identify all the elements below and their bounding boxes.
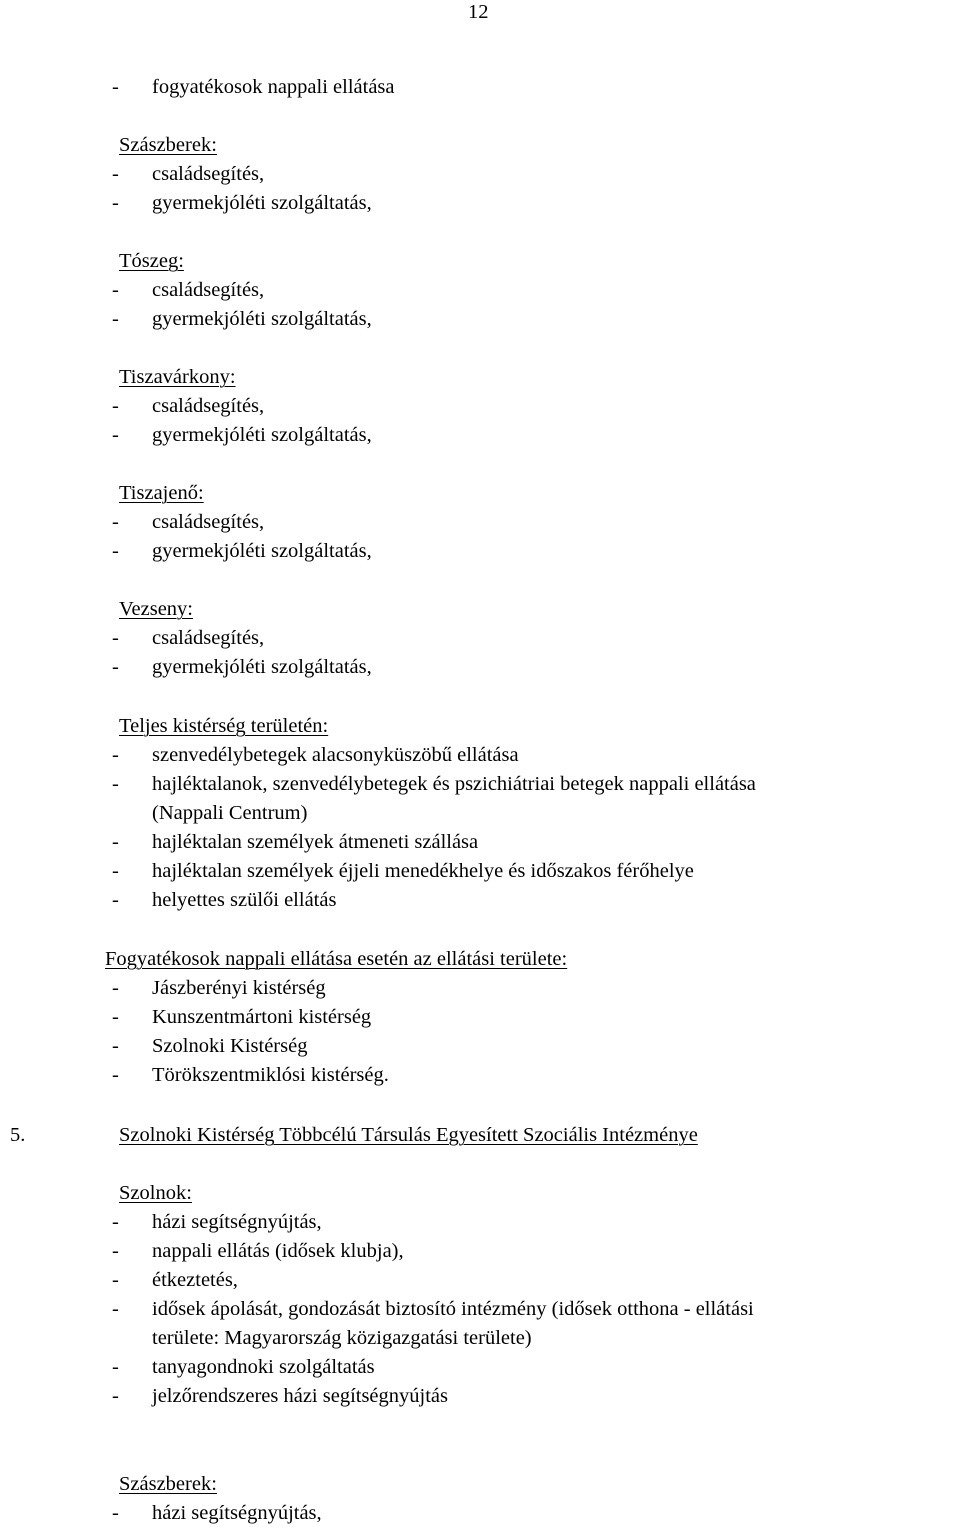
dash: - [112,889,119,911]
dash: - [112,860,119,882]
dash: - [112,76,119,98]
settlement-heading: Tószeg: [119,250,184,272]
item-text: hajléktalan személyek éjjeli menedékhelye és időszakos férőhelye [152,860,694,882]
dash: - [112,1211,119,1233]
item-text: családsegítés, [152,279,265,301]
dash: - [112,1035,119,1057]
item-text: gyermekjóléti szolgáltatás, [152,192,372,214]
dash: - [112,395,119,417]
dash: - [112,627,119,649]
dash: - [112,1269,119,1291]
item-text: családsegítés, [152,511,265,533]
dash: - [112,511,119,533]
dash: - [112,773,119,795]
item-text: Jászberényi kistérség [152,977,326,999]
item-text: családsegítés, [152,395,265,417]
item-text: jelzőrendszeres házi segítségnyújtás [152,1385,448,1407]
item-text: házi segítségnyújtás, [152,1211,322,1233]
item-text: idősek ápolását, gondozását biztosító intézmény (idősek otthona - ellátási [152,1298,754,1320]
item-text: Kunszentmártoni kistérség [152,1006,372,1028]
settlement-heading: Szászberek: [119,1473,217,1495]
list-item-continuation: (Nappali Centrum) [152,802,308,824]
dash: - [112,1006,119,1028]
settlement-heading: Tiszajenő: [119,482,204,504]
item-text: családsegítés, [152,627,265,649]
item-text: családsegítés, [152,163,265,185]
dash: - [112,1502,119,1524]
dash: - [112,831,119,853]
dash: - [112,977,119,999]
section-title: Szolnoki Kistérség Többcélú Társulás Egyesített Szociális Intézménye [119,1124,698,1146]
dash: - [112,1356,119,1378]
item-text: helyettes szülői ellátás [152,889,337,911]
settlement-heading: Szászberek: [119,134,217,156]
item-text: gyermekjóléti szolgáltatás, [152,540,372,562]
item-text: nappali ellátás (idősek klubja), [152,1240,404,1262]
dash: - [112,1240,119,1262]
dash: - [112,656,119,678]
item-text: Törökszentmiklósi kistérség. [152,1064,389,1086]
item-text: házi segítségnyújtás, [152,1502,322,1524]
dash: - [112,192,119,214]
item-text: Szolnoki Kistérség [152,1035,308,1057]
item-text: szenvedélybetegek alacsonyküszöbű ellátása [152,744,519,766]
dash: - [112,163,119,185]
section-heading: Fogyatékosok nappali ellátása esetén az ellátási területe: [105,948,568,970]
settlement-heading: Vezseny: [119,598,194,620]
list-item-continuation: területe: Magyarország közigazgatási területe) [152,1327,532,1349]
item-text: gyermekjóléti szolgáltatás, [152,656,372,678]
item-text: tanyagondnoki szolgáltatás [152,1356,375,1378]
dash: - [112,1064,119,1086]
dash: - [112,540,119,562]
dash: - [112,279,119,301]
dash: - [112,424,119,446]
page-number: 12 [468,1,489,23]
dash: - [112,1298,119,1320]
item-text: gyermekjóléti szolgáltatás, [152,424,372,446]
item-text: fogyatékosok nappali ellátása [152,76,395,98]
item-text: gyermekjóléti szolgáltatás, [152,308,372,330]
item-text: hajléktalan személyek átmeneti szállása [152,831,479,853]
item-text: hajléktalanok, szenvedélybetegek és pszichiátriai betegek nappali ellátása [152,773,756,795]
settlement-heading: Szolnok: [119,1182,192,1204]
dash: - [112,744,119,766]
item-text: étkeztetés, [152,1269,238,1291]
dash: - [112,1385,119,1407]
dash: - [112,308,119,330]
section-number: 5. [10,1124,26,1146]
section-heading: Teljes kistérség területén: [119,715,329,737]
settlement-heading: Tiszavárkony: [119,366,236,388]
